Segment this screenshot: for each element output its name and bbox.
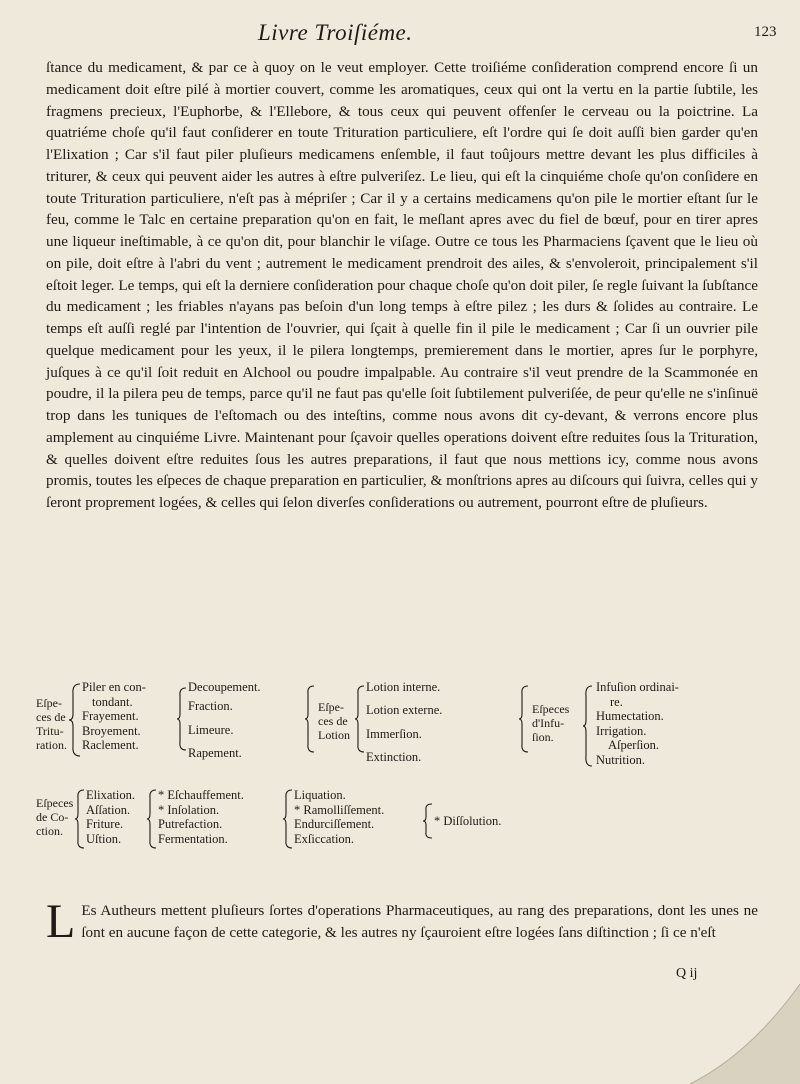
lotion-label-line: ces de	[318, 714, 348, 728]
page-curl-icon	[630, 944, 800, 1084]
infusion-label-line: ſion.	[532, 730, 554, 744]
trituration-item: Piler en con-	[82, 680, 146, 694]
trituration-item: Decoupement.	[188, 680, 261, 694]
drop-cap: L	[46, 895, 76, 948]
infusion-item: Irrigation.	[596, 723, 647, 738]
brace-icon	[422, 802, 434, 840]
closing-text	[46, 895, 758, 948]
page-header	[0, 18, 800, 52]
lotion-item: Lotion externe.	[366, 702, 443, 717]
coction-item: Putrefaction.	[158, 817, 223, 831]
brace-icon	[304, 684, 316, 754]
coction-col4	[434, 814, 501, 829]
brace-icon	[176, 686, 188, 752]
trituration-item: Rapement.	[188, 745, 242, 760]
body-text	[46, 57, 758, 514]
infusion-item: Humectation.	[596, 709, 664, 723]
trituration-item: Frayement.	[82, 709, 139, 723]
brace-icon	[582, 684, 594, 768]
main-paragraph: ſtance du medicament, & par ce à quoy on le veut employer. Cette troiſiéme conſideration comprend encore ſi un medicament doit eſtre pilé à mortier couvert, comme les aromatiques, ceux qui ont la vertu en la partie ſubtile, les fragmens precieux, l'Euphorbe, & l'Ellebore, & tous ceux qui peuvent offenſer le cerveau ou la poictrine. La quatriéme choſe qu'il faut conſiderer en toute Trituration particuliere, eſt l'ordre qui ſe doit auſſi bien garder qu'en l'Elixation ; Car s'il faut piler pluſieurs medicamens enſemble, il faut toûjours mettre devant les plus difficiles à triturer, & ceux qui peuvent aider les autres à eſtre pulveriſez. Le lieu, qui eſt la cinquiéme choſe qu'on conſidere en toute Trituration particuliere, n'eſt pas à mépriſer ; Car il y a certains medicamens qu'on pile le mortier eſtant ſur le feu, comme le Talc en certaine preparation qu'on en fait, le meſlant apres avec du fiel de bœuf, pour en tirer apres une liqueur ineſtimable, à ce qu'on dit, pour blanchir le viſage. Outre ce tous les Pharmaciens ſçavent que le lieu où on pile, doit eſtre à l'abri du vent ; autrement le medicament prendroit des ailes, & s'envoleroit, principalement s'il eſtoit leger. Le temps, qui eſt la derniere conſideration pour chaque choſe qu'on doit piler, ſe regle ſuivant la ſubſtance du medicament ; les friables n'ayans pas beſoin d'un long temps à eſtre pilez ; les durs & ſolides au contraire. Le temps eſt auſſi reglé par l'intention de l'ouvrier, qui ſçait à quelle fin il pile le medicament ; Car ſi un ouvrier pile quelque medicament pour les yeux, il le pilera longtemps, premierement dans le mortier, apres ſur le porphyre, juſques à ce qu'il ſoit reduit en Alchool ou poudre impalpable. Au contraire s'il veut prendre de la Scammonée en poudre, il la pilera peu de temps, parce qu'il ne faut pas qu'elle ſoit ſubtilement pulveriſée, de peur qu'elle ne s'inſinuë trop dans les tuniques de l'eſtomach ou des inteſtins, comme nous avons dit cy-devant, & verrons encore plus amplement au cinquiéme Livre. Maintenant pour ſçavoir quelles operations doivent eſtre reduites ſous la Trituration, & quelles doivent eſtre reduites ſous les autres preparations, il faut que nous mettions icy, comme nous avons promis, toutes les eſpeces de chaque preparation en particulier, & monſtrions apres au diſcours qui ſuivra, celles qui y ſeront proprement logées, & celles qui ſelon diverſes conſiderations ou autrement, pourront eſtre de pluſieurs.	[46, 59, 758, 511]
signature-mark: Q ij	[676, 966, 698, 981]
infusion-item: Nutrition.	[596, 752, 645, 767]
brace-icon	[146, 788, 158, 850]
coction-item: Fermentation.	[158, 831, 228, 846]
coction-item: * Inſolation.	[158, 802, 220, 817]
brace-icon	[354, 684, 366, 754]
coction-col2	[158, 788, 244, 846]
coction-item: Uſtion.	[86, 831, 122, 846]
coction-label-line: de Co-	[36, 810, 69, 824]
lotion-label	[318, 700, 350, 742]
infusion-label-line: d'Infu-	[532, 716, 565, 730]
coction-label-line: Eſpeces	[36, 796, 74, 810]
coction-item: Aſſation.	[86, 802, 131, 817]
trituration-col2	[188, 680, 261, 760]
lotion-items	[366, 680, 442, 764]
coction-item: Friture.	[86, 817, 124, 831]
infusion-item: re.	[610, 694, 623, 709]
trituration-item: Broyement.	[82, 723, 141, 738]
classification-table	[36, 680, 766, 880]
brace-icon	[74, 788, 86, 850]
infusion-label-line: Eſpeces	[532, 702, 570, 716]
lotion-item: Extinction.	[366, 749, 422, 764]
lotion-item: Immerſion.	[366, 727, 422, 741]
coction-item: Elixation.	[86, 788, 135, 802]
infusion-item: Aſperſion.	[608, 738, 660, 752]
lotion-label-line: Eſpe-	[318, 700, 344, 714]
closing-paragraph: Es Autheurs mettent pluſieurs ſortes d'operations Pharmaceutiques, au rang des preparations, dont les unes ne ſont en aucune façon de cette categorie, & les autres ny ſçauroient eſtre logées ſans diſtinction ; ſi ce n'eſt	[81, 902, 758, 941]
trituration-item: Raclement.	[82, 738, 139, 752]
coction-label-line: ction.	[36, 824, 63, 838]
coction-item: * Ramolliſſement.	[294, 802, 385, 817]
lotion-label-line: Lotion	[318, 728, 350, 742]
brace-icon	[518, 684, 530, 754]
page-number: 123	[754, 24, 777, 40]
coction-col3	[294, 788, 384, 846]
trituration-label-line: Eſpe-	[36, 696, 62, 710]
trituration-item: Limeure.	[188, 723, 234, 737]
coction-col1	[86, 788, 135, 846]
running-title: Livre Troiſiéme.	[258, 20, 413, 45]
coction-item: * Diſſolution.	[434, 814, 502, 828]
trituration-label-line: ces de	[36, 710, 66, 724]
trituration-item: tondant.	[92, 694, 133, 709]
coction-item: Endurciſſement.	[294, 817, 375, 831]
infusion-items	[596, 680, 679, 767]
infusion-item: Infuſion ordinai-	[596, 680, 679, 694]
trituration-label-line: Tritu-	[36, 724, 64, 738]
brace-icon	[282, 788, 294, 850]
coction-item: Liquation.	[294, 788, 346, 802]
trituration-label-line: ration.	[36, 738, 67, 752]
trituration-item: Fraction.	[188, 698, 233, 713]
trituration-label	[36, 696, 67, 752]
coction-item: * Eſchauffement.	[158, 788, 244, 802]
trituration-col1	[82, 680, 146, 753]
infusion-label	[532, 702, 569, 744]
coction-label	[36, 796, 73, 838]
lotion-item: Lotion interne.	[366, 680, 441, 694]
brace-icon	[68, 682, 82, 758]
coction-item: Exſiccation.	[294, 831, 355, 846]
